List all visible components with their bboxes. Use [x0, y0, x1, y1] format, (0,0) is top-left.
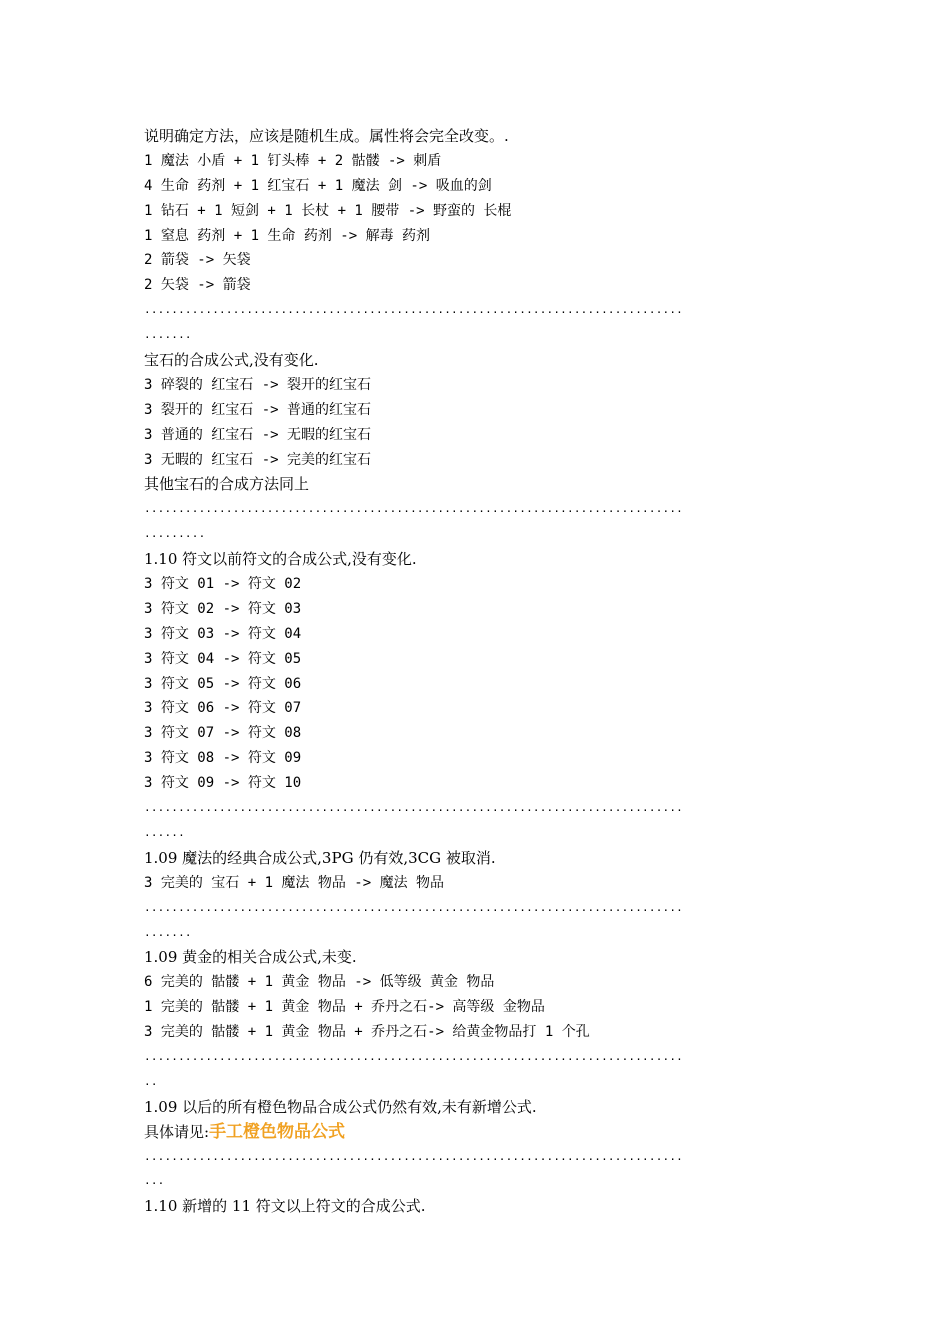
paragraph-line: 宝石的合成公式,没有变化.	[144, 351, 319, 370]
recipe-line: 3 符文 06 -> 符文 07	[144, 700, 302, 717]
recipe-line: 3 完美的 宝石 + 1 魔法 物品 -> 魔法 物品	[144, 874, 445, 891]
dotted-separator: .........	[144, 527, 206, 541]
recipe-line: 1 完美的 骷髅 + 1 黄金 物品 + 乔丹之石-> 高等级 金物品	[144, 999, 545, 1016]
recipe-line: 3 符文 04 -> 符文 05	[144, 650, 302, 667]
recipe-line: 6 完美的 骷髅 + 1 黄金 物品 -> 低等级 黄金 物品	[144, 974, 495, 991]
paragraph-line: 说明确定方法，应该是随机生成。属性将会完全改变。.	[144, 127, 509, 145]
recipe-line: 3 普通的 红宝石 -> 无暇的红宝石	[144, 426, 372, 443]
recipe-line: 3 裂开的 红宝石 -> 普通的红宝石	[144, 401, 372, 418]
recipe-line: 2 箭袋 -> 矢袋	[144, 252, 251, 269]
reference-line	[144, 1120, 814, 1145]
reference-label: 具体请见:	[144, 1122, 210, 1141]
dotted-separator: ...............................................................................	[144, 303, 683, 317]
dotted-separator: ...............................................................................	[144, 801, 683, 815]
paragraph-line: 1.10 新增的 11 符文以上符文的合成公式.	[144, 1197, 426, 1216]
paragraph-line: 1.09 黄金的相关合成公式,未变.	[144, 948, 357, 967]
dotted-separator: ..	[144, 1074, 158, 1088]
recipe-line: 4 生命 药剂 + 1 红宝石 + 1 魔法 剑 -> 吸血的剑	[144, 177, 492, 194]
recipe-line: 3 符文 01 -> 符文 02	[144, 576, 302, 593]
recipe-line: 3 符文 02 -> 符文 03	[144, 600, 302, 617]
dotted-separator: .......	[144, 328, 192, 342]
dotted-separator: ...............................................................................	[144, 502, 683, 516]
recipe-line: 3 符文 05 -> 符文 06	[144, 675, 302, 692]
recipe-line: 1 窒息 药剂 + 1 生命 药剂 -> 解毒 药剂	[144, 227, 431, 244]
recipe-line: 3 符文 03 -> 符文 04	[144, 625, 302, 642]
recipe-line: 3 碎裂的 红宝石 -> 裂开的红宝石	[144, 376, 372, 393]
recipe-line: 1 魔法 小盾 + 1 钉头棒 + 2 骷髅 -> 刺盾	[144, 152, 442, 169]
paragraph-line: 1.10 符文以前符文的合成公式,没有变化.	[144, 550, 417, 569]
recipe-line: 3 完美的 骷髅 + 1 黄金 物品 + 乔丹之石-> 给黄金物品打 1 个孔	[144, 1024, 590, 1041]
dotted-separator: ...............................................................................	[144, 900, 683, 914]
recipe-line: 3 符文 07 -> 符文 08	[144, 725, 302, 742]
orange-items-recipe-link[interactable]: 手工橙色物品公式	[209, 1121, 346, 1142]
recipe-line: 3 无暇的 红宝石 -> 完美的红宝石	[144, 451, 372, 468]
dotted-separator: .......	[144, 925, 192, 939]
recipe-line: 2 矢袋 -> 箭袋	[144, 277, 251, 294]
paragraph-line: 其他宝石的合成方法同上	[144, 475, 310, 494]
dotted-separator: ...	[144, 1174, 165, 1188]
dotted-separator: ...............................................................................	[144, 1049, 683, 1063]
paragraph-line: 1.09 以后的所有橙色物品合成公式仍然有效,未有新增公式.	[144, 1097, 537, 1116]
recipe-line: 3 符文 08 -> 符文 09	[144, 750, 302, 767]
dotted-separator: ...............................................................................	[144, 1149, 683, 1163]
recipe-line: 3 符文 09 -> 符文 10	[144, 775, 302, 792]
recipe-line: 1 钻石 + 1 短剑 + 1 长杖 + 1 腰带 -> 野蛮的 长棍	[144, 202, 512, 219]
paragraph-line: 1.09 魔法的经典合成公式,3PG 仍有效,3CG 被取消.	[144, 848, 496, 867]
dotted-separator: ......	[144, 825, 185, 839]
document-body	[144, 124, 814, 1219]
